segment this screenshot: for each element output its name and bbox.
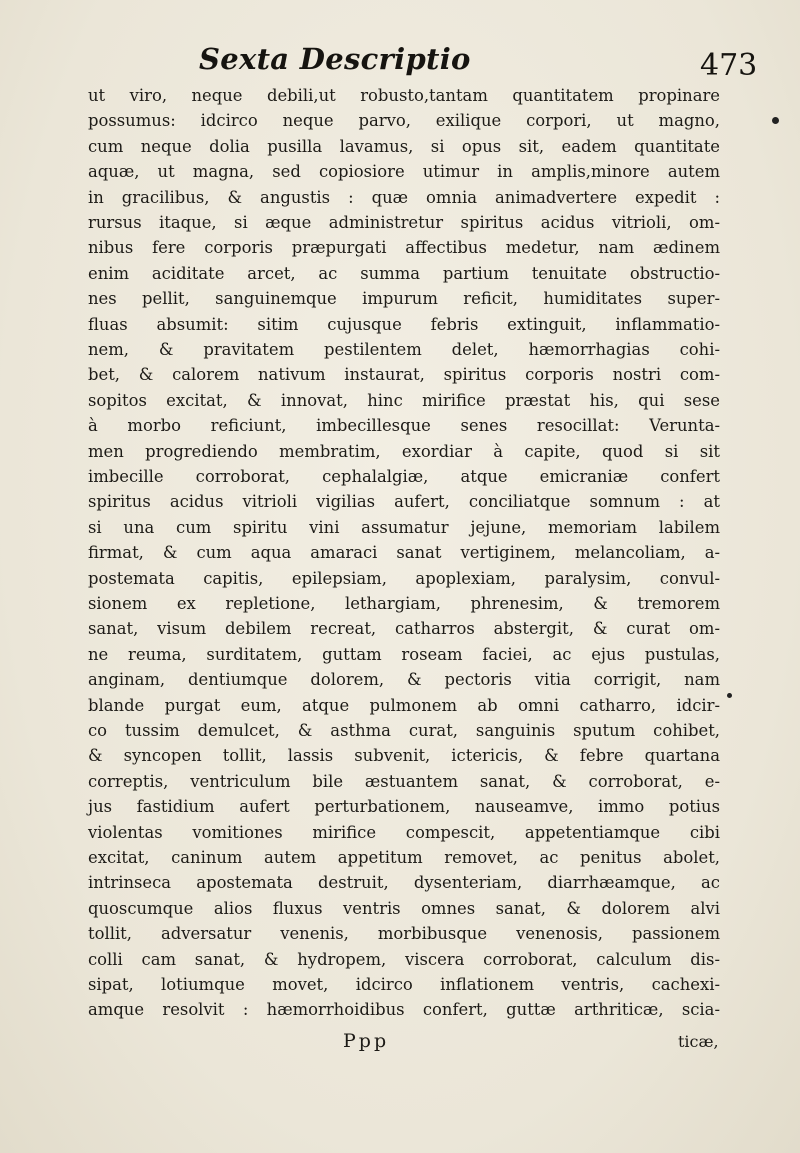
text-line: si una cum spiritu vini assumatur jejune, memoriam labilem [88,517,720,537]
text-line: nibus fere corporis præpurgati affectibus medetur, nam ædinem [88,238,720,258]
page-number: 473 [700,48,758,83]
text-line: sopitos excitat, & innovat, hinc mirifice præstat his, qui sese [88,390,720,410]
text-line: sionem ex repletione, lethargiam, phrenesim, & tremorem [88,594,720,613]
text-line: ut viro, neque debili,ut robusto,tantam quantitatem propinare [88,86,720,105]
text-line: possumus: idcirco neque parvo, exilique corpori, ut magno, [88,111,720,131]
text-line: intrinseca apostemata destruit, dysenteriam, diarrhæamque, ac [88,873,720,893]
ink-speck [772,117,779,124]
text-line: cum neque dolia pusilla lavamus, si opus sit, eadem quantitate [88,136,720,156]
text-line: nes pellit, sanguinemque impurum reficit, humiditates super- [88,289,720,309]
text-line: nem, & pravitatem pestilentem delet, hæmorrhagias cohi- [88,340,720,359]
text-line: sanat, visum debilem recreat, catharros abstergit, & curat om- [88,619,720,639]
text-line: colli cam sanat, & hydropem, viscera corroborat, calculum dis- [88,949,720,969]
text-line: jus fastidium aufert perturbationem, nauseamve, immo potius [88,797,720,817]
text-line: rursus itaque, si æque administretur spiritus acidus vitrioli, om- [88,213,720,232]
text-line: violentas vomitiones mirifice compescit, appetentiamque cibi [88,822,720,842]
text-line: fluas absumit: sitim cujusque febris extinguit, inflammatio- [88,314,720,334]
text-line: correptis, ventriculum bile æstuantem sanat, & corroborat, e- [88,771,720,791]
text-line: blande purgat eum, atque pulmonem ab omni catharro, idcir- [88,695,720,715]
text-line: imbecille corroborat, cephalalgiæ, atque emicraniæ confert [88,467,720,486]
text-line: aquæ, ut magna, sed copiosiore utimur in amplis,minore autem [88,162,720,182]
text-line: in gracilibus, & angustis : quæ omnia animadvertere expedit : [88,187,720,207]
text-line: tollit, adversatur venenis, morbibusque venenosis, passionem [88,924,720,944]
text-line: excitat, caninum autem appetitum removet, ac penitus abolet, [88,848,720,867]
text-line: spiritus acidus vitrioli vigilias aufert, conciliatque somnum : at [88,492,720,512]
text-line: anginam, dentiumque dolorem, & pectoris vitia corrigit, nam [88,670,720,690]
text-line: sipat, lotiumque movet, idcirco inflationem ventris, cachexi- [88,975,720,994]
text-line: men progrediendo membratim, exordiar à capite, quod si sit [88,441,720,461]
text-line: postemata capitis, epilepsiam, apoplexiam, paralysim, convul- [88,568,720,588]
ink-speck [727,693,732,698]
text-line: enim aciditate arcet, ac summa partium tenuitate obstructio- [88,263,720,283]
text-line: bet, & calorem nativum instaurat, spiritus corporis nostri com- [88,365,720,385]
signature-mark: Ppp [343,1030,390,1052]
running-title: Sexta Descriptio [199,42,471,76]
text-line: co tussim demulcet, & asthma curat, sanguinis sputum cohibet, [88,721,720,740]
text-line: quoscumque alios fluxus ventris omnes sanat, & dolorem alvi [88,898,720,918]
text-line: ne reuma, surditatem, guttam roseam faciei, ac ejus pustulas, [88,644,720,664]
text-line: à morbo reficiunt, imbecillesque senes resocillat: Verunta- [88,416,720,436]
text-line: firmat, & cum aqua amaraci sanat vertiginem, melancoliam, a- [88,543,720,563]
page-footer [0,1030,800,1060]
catchword: ticæ, [678,1032,719,1051]
text-line: & syncopen tollit, lassis subvenit, ictericis, & febre quartana [88,746,720,766]
text-line: amque resolvit : hæmorrhoidibus confert, guttæ arthriticæ, scia- [88,1000,720,1020]
